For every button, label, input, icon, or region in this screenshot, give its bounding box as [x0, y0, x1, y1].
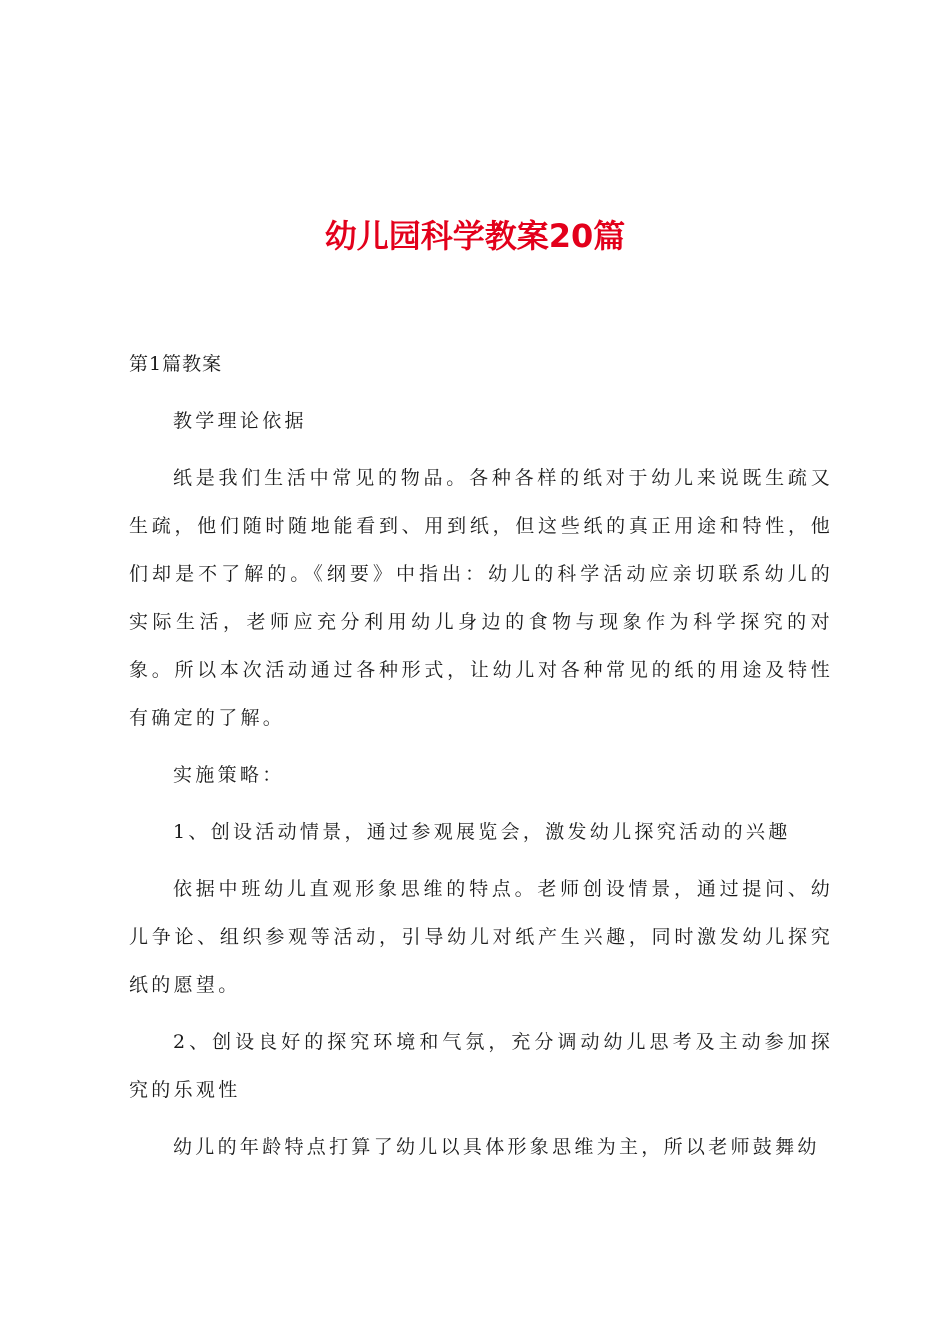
paragraph-teaching-basis: 教学理论依据	[173, 410, 307, 432]
document-body	[129, 346, 833, 1171]
section-heading: 第1篇教案	[129, 353, 223, 375]
paragraph-strategy-1-detail: 依据中班幼儿直观形象思维的特点。老师创设情景，通过提问、幼儿争论、组织参观等活动，引导幼儿对纸产生兴趣，同时激发幼儿探究纸的愿望。	[129, 878, 833, 996]
paragraph-strategy-1: 1、创设活动情景，通过参观展览会，激发幼儿探究活动的兴趣	[173, 821, 791, 843]
paragraph-strategy-2: 2、创设良好的探究环境和气氛，充分调动幼儿思考及主动参加探究的乐观性	[129, 1031, 833, 1101]
document-title: 幼儿园科学教案20篇	[324, 217, 626, 255]
paragraph-paper-intro: 纸是我们生活中常见的物品。各种各样的纸对于幼儿来说既生疏又生疏，他们随时随地能看到、用到纸，但这些纸的真正用途和特性，他们却是不了解的。《纲要》中指出：幼儿的科学活动应亲切联系幼儿的实际生活，老师应充分利用幼儿身边的食物与现象作为科学探究的对象。所以本次活动通过各种形式，让幼儿对各种常见的纸的用途及特性有确定的了解。	[129, 467, 833, 729]
paragraph-strategy-2-detail: 幼儿的年龄特点打算了幼儿以具体形象思维为主，所以老师鼓舞幼	[173, 1136, 820, 1158]
paragraph-strategy-heading: 实施策略：	[173, 764, 285, 786]
